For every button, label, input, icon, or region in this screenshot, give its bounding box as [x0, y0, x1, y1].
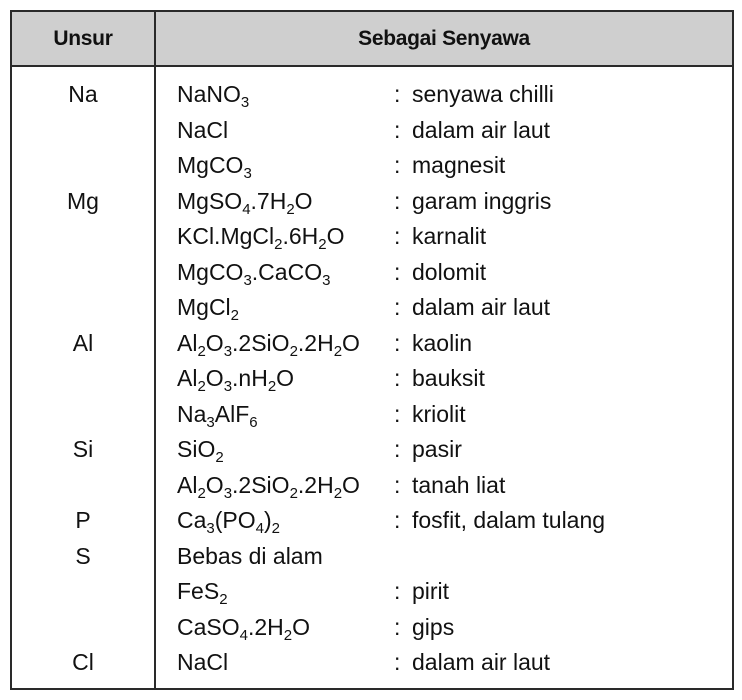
formula-text: O [276, 365, 295, 391]
compound-formula [177, 468, 360, 504]
table-row [12, 397, 732, 433]
table-row [12, 610, 732, 646]
formula-subscript: 2 [230, 307, 240, 324]
formula-text: NaNO [177, 81, 241, 107]
formula-subscript: 2 [289, 342, 298, 360]
formula-subscript: 3 [206, 520, 215, 537]
compound-description: senyawa chilli [412, 81, 554, 107]
formula-subscript: 4 [255, 520, 264, 537]
formula-text: SiO [177, 436, 216, 462]
separator-colon: : [394, 436, 401, 462]
compound-formula [177, 290, 239, 326]
separator-colon: : [394, 187, 401, 214]
element-symbol: Si [72, 436, 94, 462]
table-row [12, 255, 732, 291]
compound-formula [177, 77, 249, 113]
separator-colon: : [394, 471, 401, 498]
formula-text: .2H [297, 329, 334, 356]
formula-subscript: 2 [274, 236, 283, 253]
element-symbol: Al [72, 329, 94, 356]
separator-colon: : [394, 649, 401, 675]
compound-description: fosfit, dalam tulang [412, 507, 606, 533]
formula-text: .7H [250, 187, 287, 214]
compound-formula [177, 361, 294, 397]
formula-text: .CaCO [251, 258, 323, 285]
table-row [12, 113, 732, 149]
compound-description: gips [412, 613, 455, 640]
formula-subscript: 4 [242, 200, 251, 218]
formula-subscript: 2 [197, 484, 206, 502]
formula-text: NaCl [177, 649, 229, 675]
separator-colon: : [394, 223, 401, 249]
table-row [12, 219, 732, 255]
separator-colon: : [394, 294, 401, 320]
formula-subscript: 2 [197, 342, 206, 360]
separator-colon: : [394, 81, 401, 107]
separator-colon: : [394, 116, 401, 143]
table-row [12, 290, 732, 326]
formula-text: O [326, 223, 345, 249]
formula-text: (PO [214, 507, 256, 533]
compound-formula [177, 113, 228, 149]
formula-subscript: 3 [243, 165, 252, 182]
formula-text: NaCl [177, 116, 229, 143]
formula-subscript: 3 [223, 342, 233, 360]
compound-description: pasir [412, 436, 462, 462]
formula-text: KCl.MgCl [177, 223, 275, 249]
formula-text: Bebas di alam [177, 542, 323, 569]
formula-subscript: 3 [223, 484, 233, 502]
element-symbol: Cl [72, 649, 94, 675]
formula-text: .2SiO [232, 471, 290, 498]
formula-text: MgCO [177, 152, 244, 178]
compound-description: kriolit [412, 400, 466, 427]
compound-description: dolomit [412, 258, 487, 285]
compound-description: dalam air laut [412, 649, 551, 675]
separator-colon: : [394, 400, 401, 427]
formula-subscript: 3 [223, 378, 233, 395]
formula-subscript: 2 [267, 378, 277, 395]
formula-text: O [205, 365, 224, 391]
formula-text: CaSO [177, 613, 240, 640]
formula-text: O [342, 329, 360, 356]
separator-colon: : [394, 613, 401, 640]
formula-subscript: 3 [322, 271, 331, 289]
formula-text: O [342, 471, 360, 498]
table-body [12, 77, 732, 681]
formula-text: MgCO [177, 258, 244, 285]
table-header [12, 12, 732, 67]
formula-subscript: 2 [271, 520, 280, 537]
compound-formula [177, 255, 330, 291]
compound-formula [177, 148, 252, 184]
separator-colon: : [394, 507, 401, 533]
formula-subscript: 2 [197, 378, 206, 395]
formula-subscript: 3 [243, 271, 252, 289]
compound-formula [177, 645, 228, 681]
formula-text: .2H [297, 471, 334, 498]
formula-text: O [205, 329, 224, 356]
header-element: Unsur [53, 27, 113, 50]
table-row [12, 645, 732, 681]
compound-formula [177, 326, 360, 362]
formula-subscript: 2 [215, 449, 224, 466]
formula-subscript: 4 [239, 626, 248, 644]
compound-description: tanah liat [412, 471, 506, 498]
separator-colon: : [394, 578, 401, 604]
separator-colon: : [394, 258, 401, 285]
formula-subscript: 2 [318, 236, 327, 253]
formula-text: Al [177, 365, 198, 391]
formula-text: Ca [177, 507, 207, 533]
formula-subscript: 2 [286, 200, 295, 218]
formula-subscript: 3 [206, 413, 215, 431]
formula-text: AlF [214, 400, 250, 427]
compound-description: magnesit [412, 152, 506, 178]
table-row [12, 361, 732, 397]
formula-subscript: 2 [333, 484, 343, 502]
compound-formula [177, 539, 323, 575]
formula-text: Al [177, 471, 198, 498]
compound-description: garam inggris [412, 187, 552, 214]
compound-formula [177, 503, 280, 539]
formula-text: Na [177, 400, 207, 427]
compound-formula [177, 610, 310, 646]
element-symbol: S [75, 542, 91, 569]
table-row [12, 574, 732, 610]
formula-text: .nH [232, 365, 268, 391]
formula-subscript: 2 [289, 484, 298, 502]
compound-description: pirit [412, 578, 450, 604]
separator-colon: : [394, 329, 401, 356]
compound-formula [177, 574, 228, 610]
formula-subscript: 6 [249, 413, 258, 431]
formula-text: O [292, 613, 311, 640]
header-compound: Sebagai Senyawa [358, 27, 530, 50]
formula-subscript: 3 [240, 94, 250, 111]
compound-description: dalam air laut [412, 294, 551, 320]
compound-description: bauksit [412, 365, 485, 391]
formula-subscript: 2 [283, 626, 293, 644]
formula-text: .6H [282, 223, 319, 249]
formula-text: MgSO [177, 187, 243, 214]
formula-subscript: 2 [219, 591, 228, 608]
compound-formula [177, 219, 345, 255]
element-symbol: P [75, 507, 91, 533]
table-row [12, 539, 732, 575]
compound-table [10, 10, 734, 690]
formula-text: .2SiO [232, 329, 290, 356]
formula-text: O [294, 187, 313, 214]
compound-description: dalam air laut [412, 116, 551, 143]
table-row [12, 432, 732, 468]
formula-text: MgCl [177, 294, 231, 320]
compound-formula [177, 184, 313, 220]
separator-colon: : [394, 152, 401, 178]
separator-colon: : [394, 365, 401, 391]
table-row [12, 503, 732, 539]
formula-text: .2H [247, 613, 284, 640]
table-row [12, 326, 732, 362]
table-row [12, 77, 732, 113]
compound-description: kaolin [412, 329, 473, 356]
compound-formula [177, 432, 224, 468]
table-row [12, 468, 732, 504]
formula-text: ) [263, 507, 272, 533]
formula-text: O [205, 471, 224, 498]
table-row [12, 148, 732, 184]
formula-text: FeS [177, 578, 220, 604]
compound-description: karnalit [412, 223, 487, 249]
table-row [12, 184, 732, 220]
element-symbol: Mg [67, 187, 99, 214]
formula-text: Al [177, 329, 198, 356]
element-symbol: Na [68, 81, 98, 107]
compound-formula [177, 397, 258, 433]
formula-subscript: 2 [333, 342, 343, 360]
